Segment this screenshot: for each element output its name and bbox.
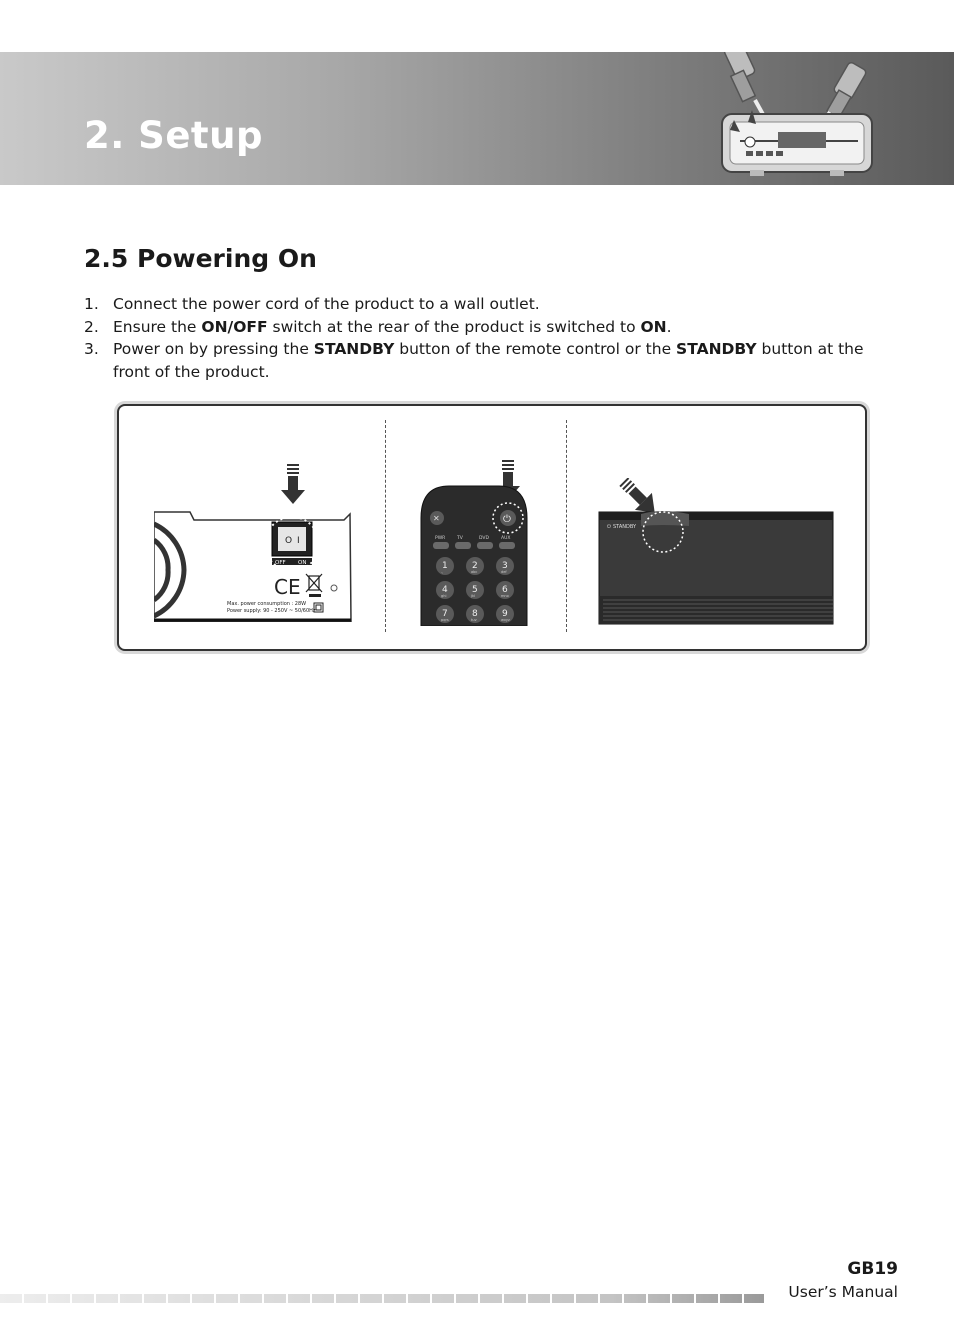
step-number: 3. [84, 340, 99, 358]
svg-text:✕: ✕ [433, 514, 440, 523]
remote-key-letters: wxyz [501, 618, 510, 622]
power-label-line-1: Max. power consumption : 28W [227, 601, 307, 607]
step-text: . [666, 317, 672, 336]
step-emphasis: ON [640, 317, 667, 336]
remote-key-number: 3 [502, 561, 508, 571]
step-text: Power on by pressing the [113, 340, 314, 358]
remote-key-letters: mno [501, 594, 509, 598]
power-label-line-2: Power supply: 90 - 250V ~ 50/60Hz [227, 608, 316, 614]
remote-mode-button [499, 542, 515, 549]
front-panel-illustration [597, 478, 837, 626]
remote-key-number: 5 [472, 585, 478, 595]
step-text: switch at the rear of the product is switched to [267, 317, 641, 336]
figure-divider [385, 420, 386, 632]
switch-symbol-off: O [285, 536, 293, 546]
remote-mode-button [477, 542, 493, 549]
remote-key-number: 6 [502, 585, 508, 595]
footer-model: GB19 [847, 1259, 898, 1279]
chapter-title: 2. Setup [84, 114, 263, 157]
remote-key-letters: ghi [441, 594, 447, 598]
step-text: Connect the power cord of the product to a wall outlet. [113, 295, 540, 313]
instruction-steps [84, 293, 904, 383]
ce-mark: CE [274, 575, 301, 599]
step-number: 1. [84, 295, 99, 313]
instruction-step [84, 293, 904, 316]
remote-mode-label: DVD [479, 536, 489, 541]
power-icon: ⏻ [503, 514, 511, 525]
remote-mode-label: PWR [435, 536, 446, 541]
step-text: button of the remote control or the [394, 340, 677, 358]
remote-key-letters: tuv [471, 618, 477, 622]
remote-key-letters: pqrs [441, 618, 449, 622]
settop-box-illustration [700, 52, 954, 185]
down-arrow-icon [281, 464, 305, 504]
remote-mode-label: TV [457, 536, 463, 541]
chapter-header [0, 52, 954, 185]
rear-panel-illustration [154, 462, 354, 622]
remote-key-number: 9 [502, 609, 508, 619]
remote-mode-button [455, 542, 471, 549]
remote-key-number: 1 [442, 561, 448, 571]
section-title: 2.5 Powering On [84, 244, 317, 273]
switch-symbol-on: I [297, 536, 300, 546]
remote-key-letters: abc [471, 570, 478, 574]
remote-key-number: 8 [472, 609, 478, 619]
footer-decoration-bar [0, 1294, 764, 1303]
remote-key-number: 4 [442, 585, 448, 595]
figure-divider [566, 420, 567, 632]
remote-key-letters: jkl [471, 594, 475, 598]
step-emphasis: STANDBY [313, 340, 395, 358]
powering-on-figure [117, 404, 867, 651]
switch-label-off: OFF [275, 560, 286, 566]
step-text: button at the front of the product. [113, 340, 864, 381]
footer-subtitle: User’s Manual [788, 1283, 898, 1301]
remote-mode-label: AUX [501, 536, 511, 541]
remote-key-number: 2 [472, 561, 478, 571]
remote-mode-button [433, 542, 449, 549]
step-emphasis: STANDBY [676, 340, 757, 358]
remote-key-letters: def [501, 570, 507, 574]
remote-key-number: 7 [442, 609, 448, 619]
svg-text:⏻: ⏻ [607, 524, 611, 530]
step-emphasis: ON/OFF [201, 317, 268, 336]
remote-control-illustration [419, 458, 531, 626]
instruction-step [84, 316, 904, 339]
step-text: Ensure the [113, 317, 202, 336]
instruction-step [84, 338, 904, 383]
remote-key-letters: ., [441, 570, 444, 574]
standby-label: STANDBY [613, 524, 637, 530]
switch-label-on: ON [298, 560, 307, 566]
step-number: 2. [84, 317, 99, 336]
